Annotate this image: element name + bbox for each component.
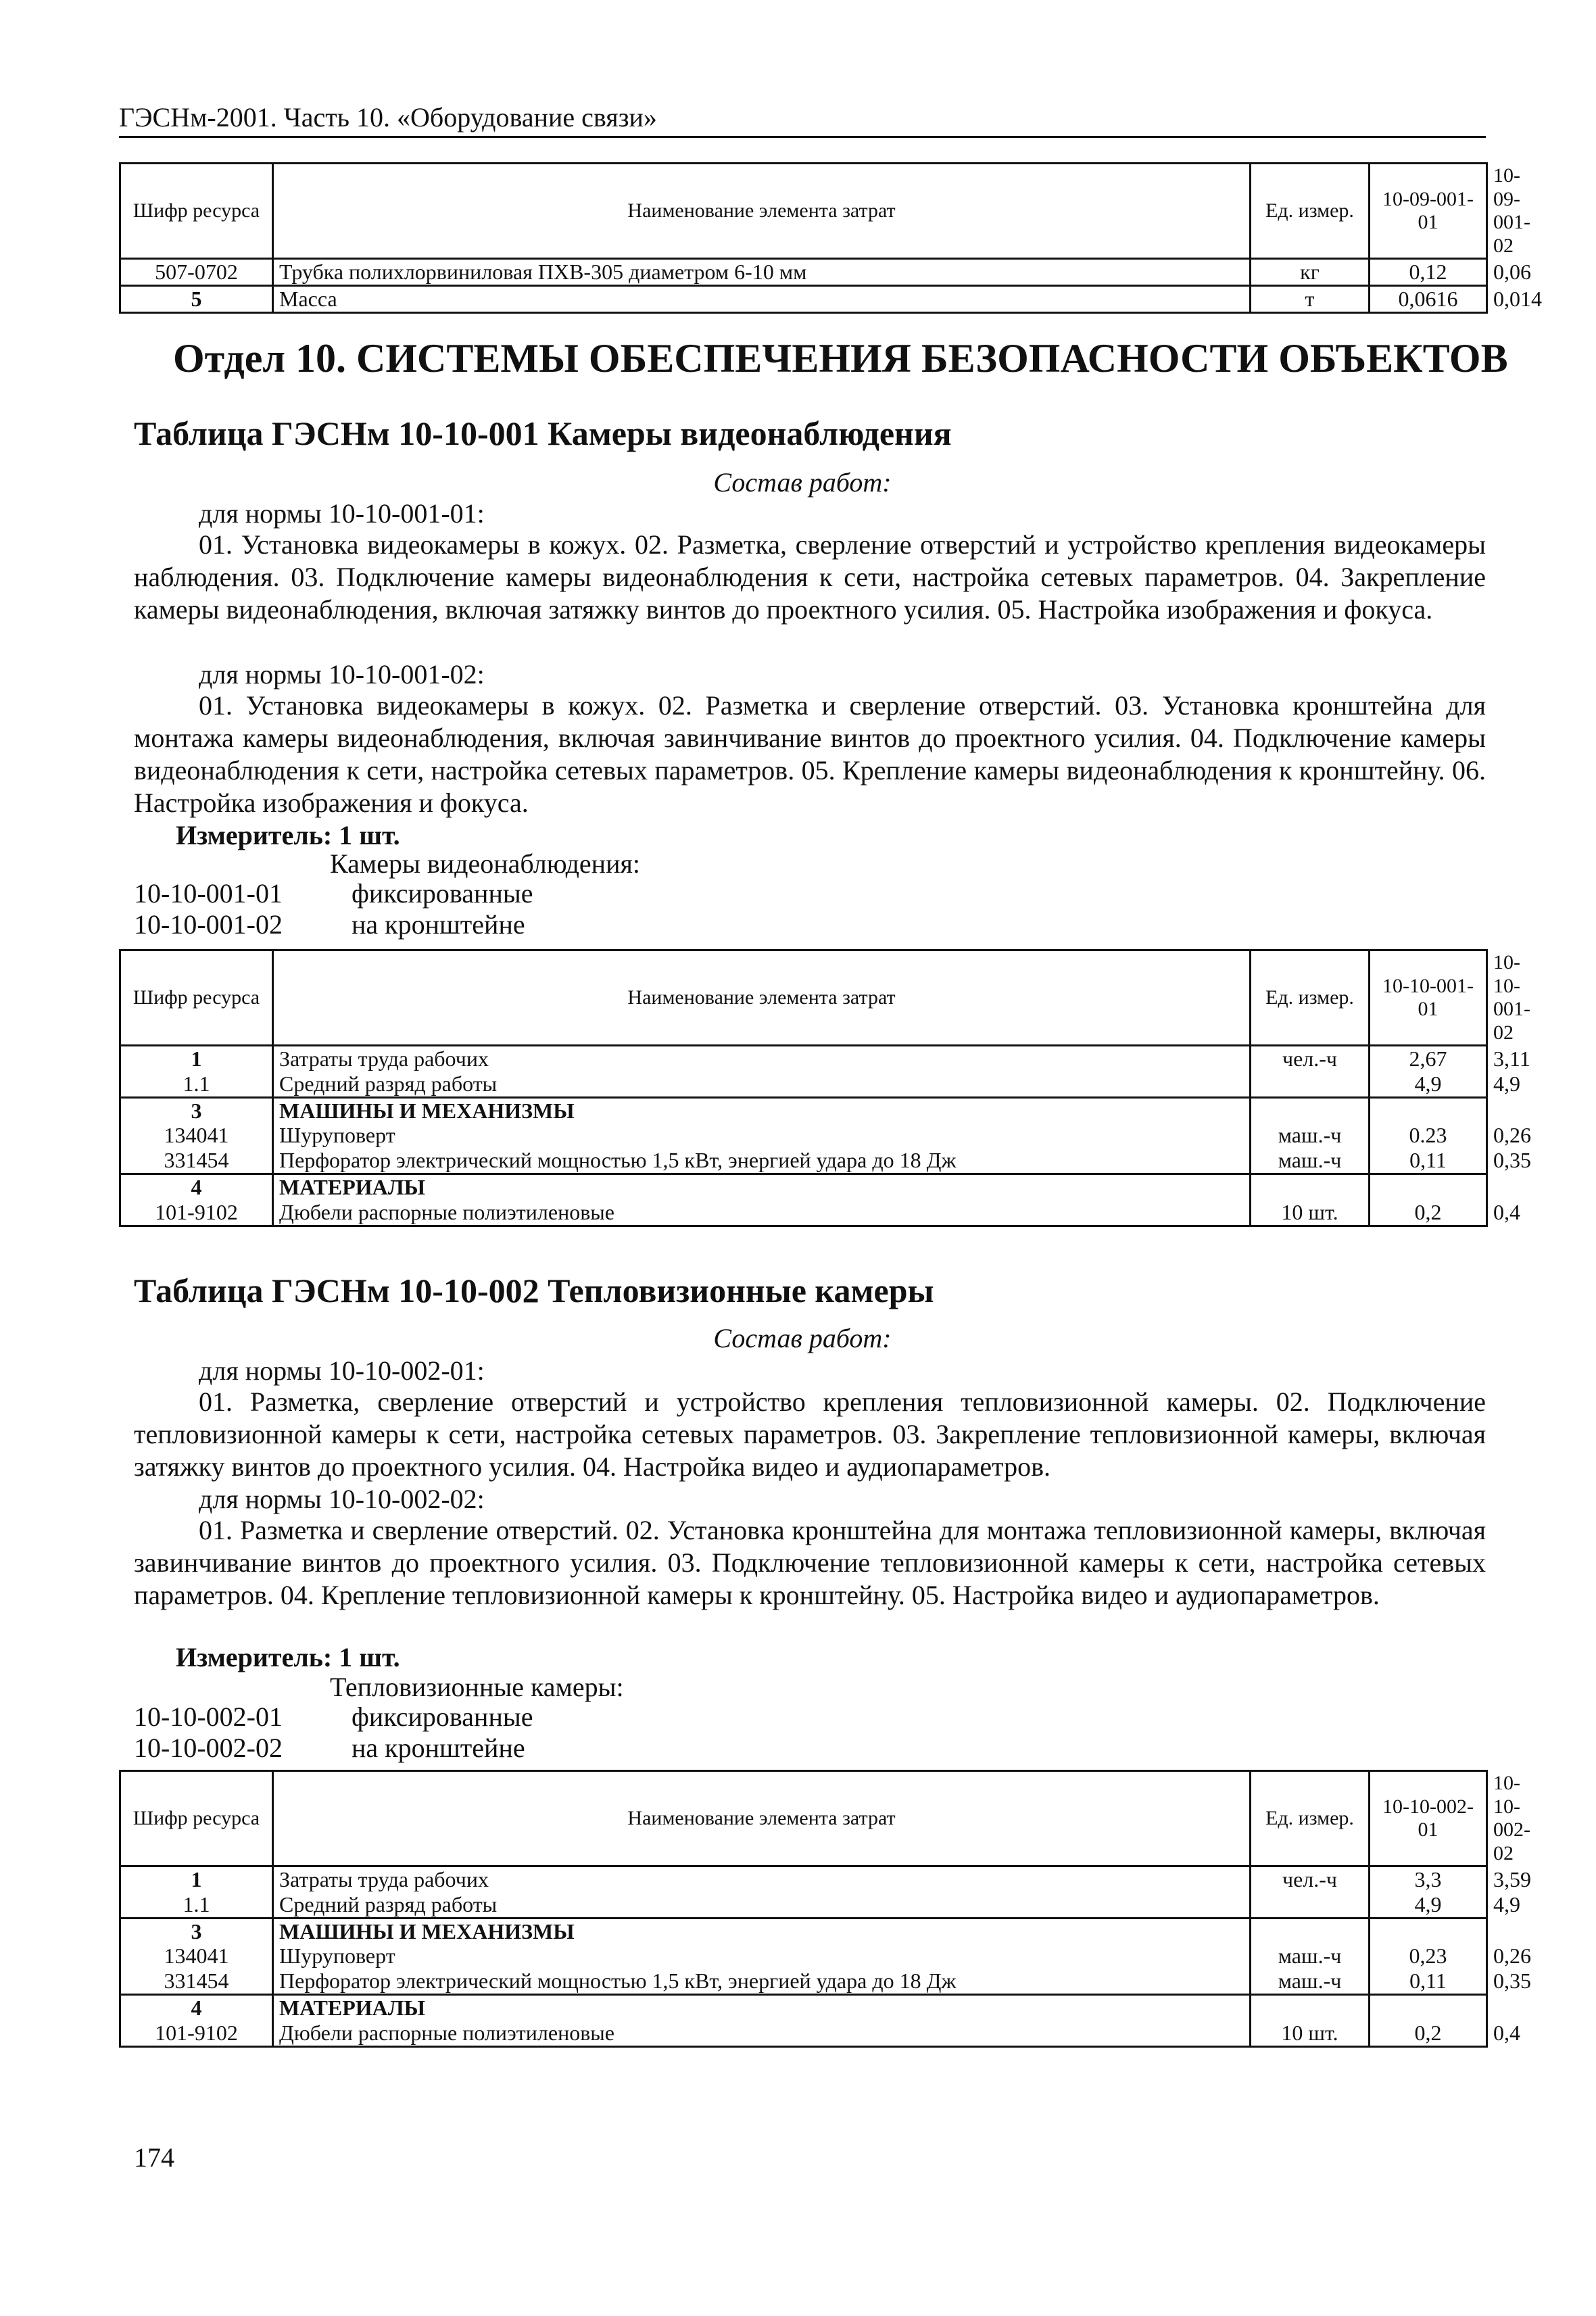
table-row: 101-9102 Дюбели распорные полиэтиленовые 10 шт. 0,2 0,4 bbox=[120, 1200, 1487, 1226]
cell-value-1 bbox=[1370, 1174, 1487, 1199]
cell-value-1: 2,67 bbox=[1370, 1046, 1487, 1071]
cell-value-1: 0,11 bbox=[1370, 1148, 1487, 1174]
cell-code: 331454 bbox=[120, 1969, 273, 1994]
subject-label: Камеры видеонаблюдения: bbox=[330, 848, 641, 879]
meter-label: Измеритель: 1 шт. bbox=[176, 820, 400, 850]
cell-unit: маш.-ч bbox=[1251, 1969, 1370, 1994]
cell-name: Перфоратор электрический мощностью 1,5 кВт, энергией удара до 18 Дж bbox=[273, 1148, 1251, 1174]
col-header-unit: Ед. измер. bbox=[1251, 164, 1370, 259]
cell-unit: кг bbox=[1251, 259, 1370, 286]
cell-unit bbox=[1251, 1097, 1370, 1123]
table-row: 1.1 Средний разряд работы 4,9 4,9 bbox=[120, 1892, 1487, 1918]
cell-code: 101-9102 bbox=[120, 1200, 273, 1226]
cell-code: 1.1 bbox=[120, 1892, 273, 1918]
cell-name: МАТЕРИАЛЫ bbox=[273, 1994, 1251, 2020]
cell-unit: маш.-ч bbox=[1251, 1123, 1370, 1148]
col-header-name: Наименование элемента затрат bbox=[273, 1771, 1251, 1866]
col-header-name: Наименование элемента затрат bbox=[273, 950, 1251, 1046]
cell-code: 5 bbox=[120, 285, 273, 312]
table-title: Таблица ГЭСНм 10-10-002 Тепловизионные камеры bbox=[134, 1272, 934, 1309]
cell-code: 1.1 bbox=[120, 1071, 273, 1097]
cell-value-1: 0,0616 bbox=[1370, 285, 1487, 312]
cell-name: МАШИНЫ И МЕХАНИЗМЫ bbox=[273, 1918, 1251, 1944]
variant-desc: фиксированные bbox=[352, 878, 533, 909]
cell-unit: 10 шт. bbox=[1251, 1200, 1370, 1226]
table-header-row: Шифр ресурса Наименование элемента затрат Ед. измер. 10-09-001-01 10-09-001-02 bbox=[120, 164, 1487, 259]
cell-value-1 bbox=[1370, 1918, 1487, 1944]
cell-code: 4 bbox=[120, 1994, 273, 2020]
cell-code: 331454 bbox=[120, 1148, 273, 1174]
cell-value-1: 0,12 bbox=[1370, 259, 1487, 286]
cell-name: Масса bbox=[273, 285, 1251, 312]
cell-unit: маш.-ч bbox=[1251, 1944, 1370, 1969]
variant-code: 10-10-002-02 bbox=[134, 1733, 283, 1763]
table-row: 1.1 Средний разряд работы 4,9 4,9 bbox=[120, 1071, 1487, 1097]
norm-label: для нормы 10-10-002-02: bbox=[199, 1484, 485, 1514]
variant-code: 10-10-001-01 bbox=[134, 878, 283, 909]
meter-label: Измеритель: 1 шт. bbox=[176, 1642, 400, 1672]
cell-name: Перфоратор электрический мощностью 1,5 кВт, энергией удара до 18 Дж bbox=[273, 1969, 1251, 1994]
table-row bbox=[120, 1918, 1487, 1944]
table-row: 5 Масса т 0,0616 0,014 bbox=[120, 285, 1487, 312]
cell-unit bbox=[1251, 1994, 1370, 2020]
resource-table bbox=[119, 949, 1531, 1227]
variant-code: 10-10-001-02 bbox=[134, 909, 283, 940]
cell-name: Дюбели распорные полиэтиленовые bbox=[273, 2021, 1251, 2046]
table-row bbox=[120, 1994, 1487, 2020]
work-composition-label: Состав работ: bbox=[713, 467, 892, 498]
col-header-norm1: 10-10-001-01 bbox=[1370, 950, 1487, 1046]
cell-unit bbox=[1251, 1918, 1370, 1944]
work-description: 01. Установка видеокамеры в кожух. 02. Разметка, сверление отверстий и устройство крепления видеокамеры наблюдения. 03. Подключение камеры видеонаблюдения к сети, настройка сетевых параметров. 04. Закрепление камеры видеонаблюдения, включая затяжку винтов до проектного усилия. 05. Настройка изображения и фокуса. bbox=[134, 529, 1486, 625]
cell-unit: 10 шт. bbox=[1251, 2021, 1370, 2046]
resource-table-continued bbox=[119, 162, 1542, 314]
cell-name: Шуруповерт bbox=[273, 1944, 1251, 1969]
cell-unit: чел.-ч bbox=[1251, 1046, 1370, 1071]
variant-desc: на кронштейне bbox=[352, 909, 525, 940]
table-title: Таблица ГЭСНм 10-10-001 Камеры видеонаблюдения bbox=[134, 414, 952, 452]
col-header-code: Шифр ресурса bbox=[120, 950, 273, 1046]
cell-code: 3 bbox=[120, 1097, 273, 1123]
variant-desc: на кронштейне bbox=[352, 1733, 525, 1763]
subject-label: Тепловизионные камеры: bbox=[330, 1672, 624, 1702]
cell-value-1 bbox=[1370, 1994, 1487, 2020]
table-row: 331454 Перфоратор электрический мощностью 1,5 кВт, энергией удара до 18 Дж маш.-ч 0,11 0,35 bbox=[120, 1969, 1487, 1994]
table-header-row: Шифр ресурса Наименование элемента затрат Ед. измер. 10-10-001-01 10-10-001-02 bbox=[120, 950, 1487, 1046]
col-header-code: Шифр ресурса bbox=[120, 164, 273, 259]
cell-name: Трубка полихлорвиниловая ПХВ-305 диаметром 6-10 мм bbox=[273, 259, 1251, 286]
page-number: 174 bbox=[134, 2142, 174, 2173]
norm-label: для нормы 10-10-002-01: bbox=[199, 1355, 485, 1386]
col-header-norm1: 10-10-002-01 bbox=[1370, 1771, 1487, 1866]
work-description: 01. Разметка, сверление отверстий и устройство крепления тепловизионной камеры. 02. Подключение тепловизионной камеры к сети, настройка сетевых параметров. 03. Закрепление тепловизионной камеры, включая затяжку винтов до проектного усилия. 04. Настройка видео и аудиопараметров. bbox=[134, 1386, 1486, 1482]
table-row: 507-0702 Трубка полихлорвиниловая ПХВ-305 диаметром 6-10 мм кг 0,12 0,06 bbox=[120, 259, 1487, 286]
cell-code: 1 bbox=[120, 1866, 273, 1892]
cell-name: МАШИНЫ И МЕХАНИЗМЫ bbox=[273, 1097, 1251, 1123]
cell-value-1: 4,9 bbox=[1370, 1071, 1487, 1097]
cell-code: 3 bbox=[120, 1918, 273, 1944]
cell-code: 134041 bbox=[120, 1944, 273, 1969]
work-description: 01. Разметка и сверление отверстий. 02. Установка кронштейна для монтажа тепловизионной камеры, включая завинчивание винтов до проектного усилия. 03. Подключение тепловизионной камеры к сети, настройка сетевых параметров. 04. Крепление тепловизионной камеры к кронштейну. 05. Настройка видео и аудиопараметров. bbox=[134, 1515, 1486, 1610]
cell-value-1: 0,23 bbox=[1370, 1944, 1487, 1969]
table-row: 1 Затраты труда рабочих чел.-ч 2,67 3,11 bbox=[120, 1046, 1487, 1071]
cell-value-1: 4,9 bbox=[1370, 1892, 1487, 1918]
running-header: ГЭСНм-2001. Часть 10. «Оборудование связи» bbox=[119, 101, 1486, 138]
cell-name: Дюбели распорные полиэтиленовые bbox=[273, 1200, 1251, 1226]
cell-unit: чел.-ч bbox=[1251, 1866, 1370, 1892]
col-header-unit: Ед. измер. bbox=[1251, 950, 1370, 1046]
cell-value-1: 0,2 bbox=[1370, 2021, 1487, 2046]
cell-code: 507-0702 bbox=[120, 259, 273, 286]
variant-code: 10-10-002-01 bbox=[134, 1702, 283, 1732]
col-header-norm1: 10-09-001-01 bbox=[1370, 164, 1487, 259]
table-row: 101-9102 Дюбели распорные полиэтиленовые 10 шт. 0,2 0,4 bbox=[120, 2021, 1487, 2046]
table-header-row: Шифр ресурса Наименование элемента затрат Ед. измер. 10-10-002-01 10-10-002-02 bbox=[120, 1771, 1487, 1866]
norm-label: для нормы 10-10-001-01: bbox=[199, 498, 485, 529]
col-header-code: Шифр ресурса bbox=[120, 1771, 273, 1866]
col-header-name: Наименование элемента затрат bbox=[273, 164, 1251, 259]
cell-name: Средний разряд работы bbox=[273, 1892, 1251, 1918]
cell-value-1: 3,3 bbox=[1370, 1866, 1487, 1892]
section-title: Отдел 10. СИСТЕМЫ ОБЕСПЕЧЕНИЯ БЕЗОПАСНОСТИ ОБЪЕКТОВ bbox=[173, 336, 1508, 381]
table-row: 1 Затраты труда рабочих чел.-ч 3,3 3,59 bbox=[120, 1866, 1487, 1892]
work-composition-label: Состав работ: bbox=[713, 1323, 892, 1353]
work-description: 01. Установка видеокамеры в кожух. 02. Разметка и сверление отверстий. 03. Установка кронштейна для монтажа камеры видеонаблюдения, включая завинчивание винтов до проектного усилия. 04. Подключение камеры видеонаблюдения к сети, настройка сетевых параметров. 05. Крепление камеры видеонаблюдения к кронштейну. 06. Настройка изображения и фокуса. bbox=[134, 690, 1486, 818]
norm-label: для нормы 10-10-001-02: bbox=[199, 659, 485, 690]
cell-code: 4 bbox=[120, 1174, 273, 1199]
table-row bbox=[120, 1174, 1487, 1199]
cell-unit: т bbox=[1251, 285, 1370, 312]
cell-value-1: 0.23 bbox=[1370, 1123, 1487, 1148]
table-row bbox=[120, 1097, 1487, 1123]
resource-table bbox=[119, 1770, 1531, 2048]
cell-name: Затраты труда рабочих bbox=[273, 1866, 1251, 1892]
table-row: 331454 Перфоратор электрический мощностью 1,5 кВт, энергией удара до 18 Дж маш.-ч 0,11 0,35 bbox=[120, 1148, 1487, 1174]
cell-name: Средний разряд работы bbox=[273, 1071, 1251, 1097]
cell-value-1: 0,11 bbox=[1370, 1969, 1487, 1994]
table-row: 134041 Шуруповерт маш.-ч 0.23 0,26 bbox=[120, 1123, 1487, 1148]
cell-name: Затраты труда рабочих bbox=[273, 1046, 1251, 1071]
cell-name: Шуруповерт bbox=[273, 1123, 1251, 1148]
cell-value-1 bbox=[1370, 1097, 1487, 1123]
cell-unit: маш.-ч bbox=[1251, 1148, 1370, 1174]
col-header-unit: Ед. измер. bbox=[1251, 1771, 1370, 1866]
cell-value-1: 0,2 bbox=[1370, 1200, 1487, 1226]
cell-code: 134041 bbox=[120, 1123, 273, 1148]
cell-unit bbox=[1251, 1071, 1370, 1097]
variant-desc: фиксированные bbox=[352, 1702, 533, 1732]
cell-unit bbox=[1251, 1174, 1370, 1199]
cell-name: МАТЕРИАЛЫ bbox=[273, 1174, 1251, 1199]
table-row: 134041 Шуруповерт маш.-ч 0,23 0,26 bbox=[120, 1944, 1487, 1969]
cell-code: 1 bbox=[120, 1046, 273, 1071]
cell-unit bbox=[1251, 1892, 1370, 1918]
cell-code: 101-9102 bbox=[120, 2021, 273, 2046]
